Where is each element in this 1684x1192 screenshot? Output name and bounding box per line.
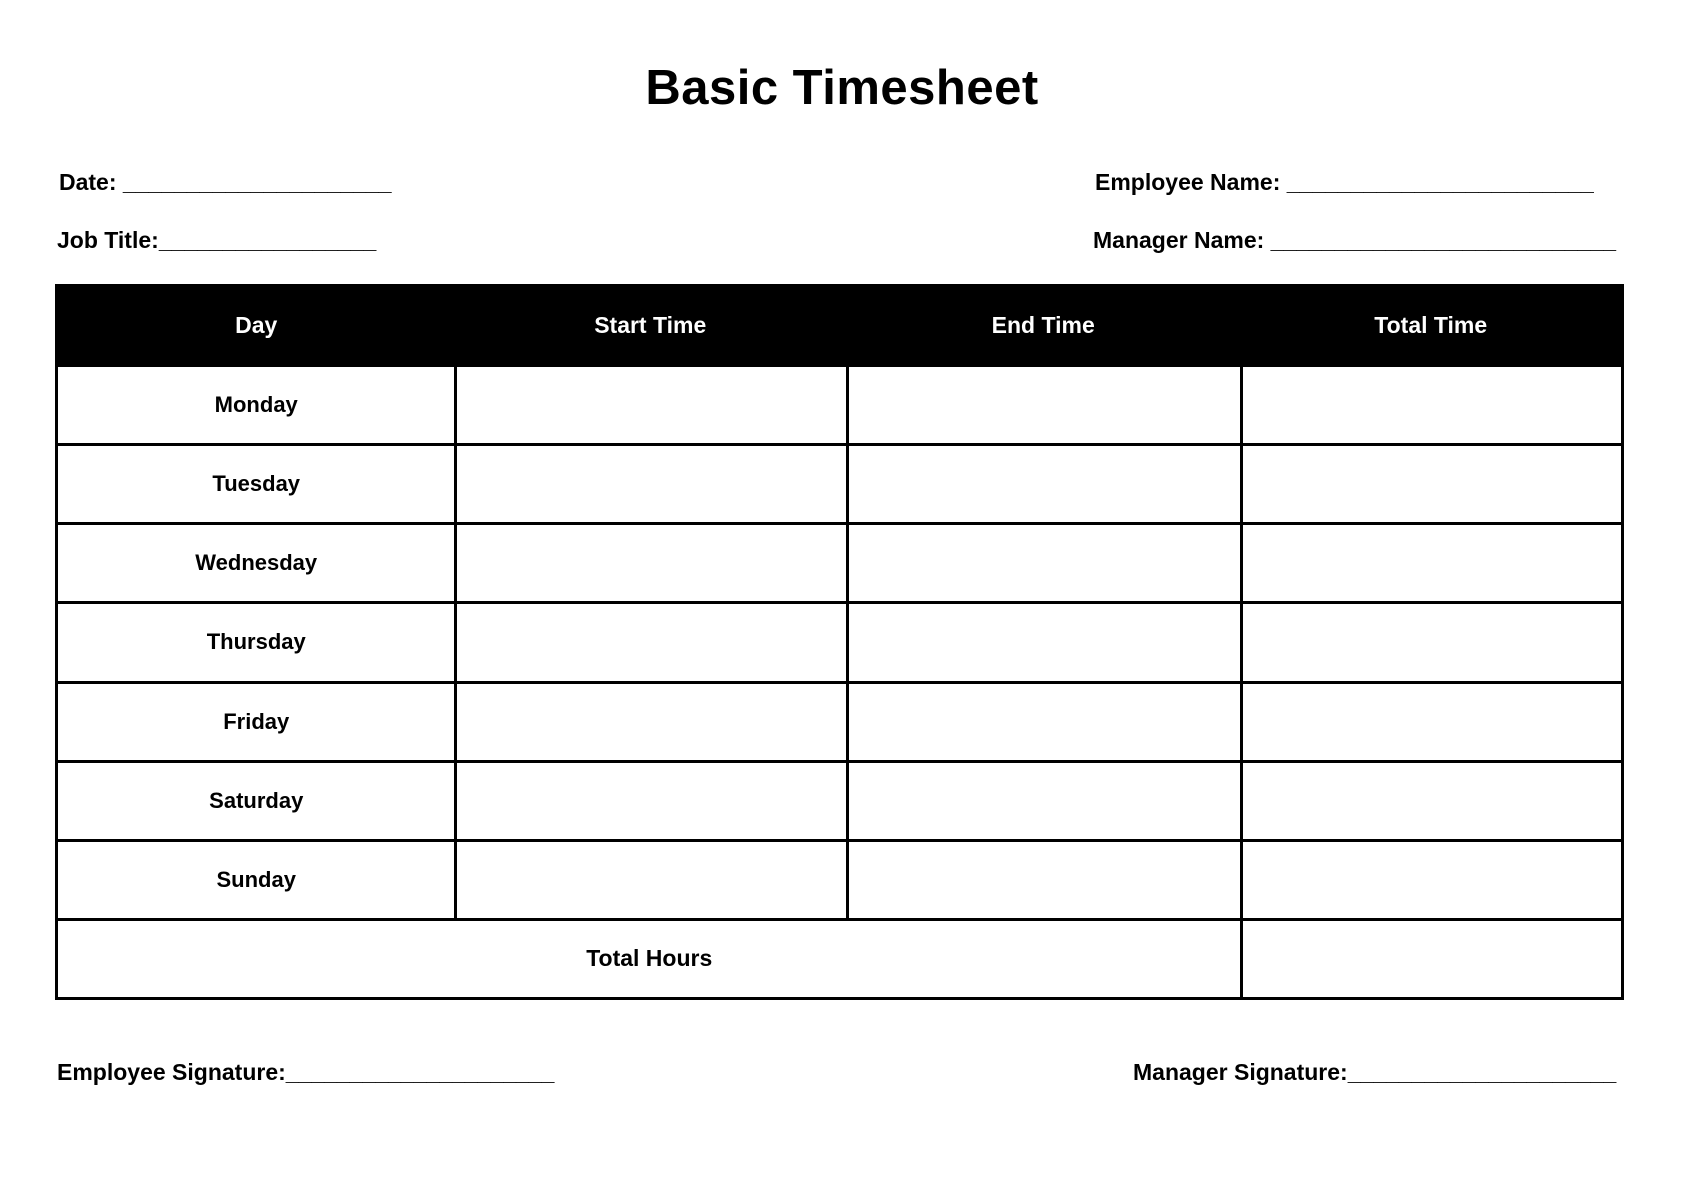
job-title-fill-line[interactable]: _________________ bbox=[158, 227, 377, 253]
manager-name-label: Manager Name: bbox=[1093, 227, 1265, 253]
cell-saturday-total-time[interactable] bbox=[1240, 760, 1621, 839]
timesheet-table bbox=[55, 284, 1624, 1000]
cell-friday-end-time[interactable] bbox=[846, 681, 1240, 760]
cell-thursday-start-time[interactable] bbox=[454, 601, 846, 680]
col-header-start-time: Start Time bbox=[454, 287, 846, 364]
employee-signature-fill-line[interactable]: _____________________ bbox=[285, 1059, 555, 1085]
cell-saturday-end-time[interactable] bbox=[846, 760, 1240, 839]
cell-monday-end-time[interactable] bbox=[846, 364, 1240, 443]
cell-tuesday-end-time[interactable] bbox=[846, 443, 1240, 522]
day-label-monday: Monday bbox=[58, 364, 454, 443]
cell-monday-start-time[interactable] bbox=[454, 364, 846, 443]
day-label-friday: Friday bbox=[58, 681, 454, 760]
employee-name-label: Employee Name: bbox=[1095, 169, 1281, 195]
cell-friday-start-time[interactable] bbox=[454, 681, 846, 760]
day-label-wednesday: Wednesday bbox=[58, 522, 454, 601]
employee-signature-label: Employee Signature: bbox=[57, 1059, 286, 1085]
cell-wednesday-start-time[interactable] bbox=[454, 522, 846, 601]
manager-signature-field bbox=[1133, 1061, 1616, 1084]
manager-signature-fill-line[interactable]: _____________________ bbox=[1347, 1059, 1617, 1085]
cell-thursday-end-time[interactable] bbox=[846, 601, 1240, 680]
cell-monday-total-time[interactable] bbox=[1240, 364, 1621, 443]
date-fill-line[interactable]: _____________________ bbox=[116, 169, 392, 195]
cell-sunday-total-time[interactable] bbox=[1240, 839, 1621, 918]
total-hours-label: Total Hours bbox=[58, 918, 1240, 997]
cell-tuesday-start-time[interactable] bbox=[454, 443, 846, 522]
cell-sunday-start-time[interactable] bbox=[454, 839, 846, 918]
day-label-saturday: Saturday bbox=[58, 760, 454, 839]
employee-name-field bbox=[1095, 171, 1594, 194]
col-header-day: Day bbox=[58, 287, 454, 364]
manager-name-field bbox=[1093, 229, 1616, 252]
col-header-end-time: End Time bbox=[846, 287, 1240, 364]
job-title-label: Job Title: bbox=[57, 227, 159, 253]
job-title-field bbox=[57, 229, 376, 252]
cell-friday-total-time[interactable] bbox=[1240, 681, 1621, 760]
manager-name-fill-line[interactable]: ___________________________ bbox=[1264, 227, 1617, 253]
manager-signature-label: Manager Signature: bbox=[1133, 1059, 1348, 1085]
cell-sunday-end-time[interactable] bbox=[846, 839, 1240, 918]
date-label: Date: bbox=[59, 169, 117, 195]
day-label-thursday: Thursday bbox=[58, 601, 454, 680]
cell-wednesday-end-time[interactable] bbox=[846, 522, 1240, 601]
col-header-total-time: Total Time bbox=[1240, 287, 1621, 364]
page-title: Basic Timesheet bbox=[645, 61, 1039, 115]
cell-total-hours-value[interactable] bbox=[1240, 918, 1621, 997]
day-label-tuesday: Tuesday bbox=[58, 443, 454, 522]
cell-tuesday-total-time[interactable] bbox=[1240, 443, 1621, 522]
employee-name-fill-line[interactable]: ________________________ bbox=[1280, 169, 1594, 195]
employee-signature-field bbox=[57, 1061, 554, 1084]
cell-thursday-total-time[interactable] bbox=[1240, 601, 1621, 680]
date-field bbox=[59, 171, 392, 194]
cell-wednesday-total-time[interactable] bbox=[1240, 522, 1621, 601]
day-label-sunday: Sunday bbox=[58, 839, 454, 918]
cell-saturday-start-time[interactable] bbox=[454, 760, 846, 839]
